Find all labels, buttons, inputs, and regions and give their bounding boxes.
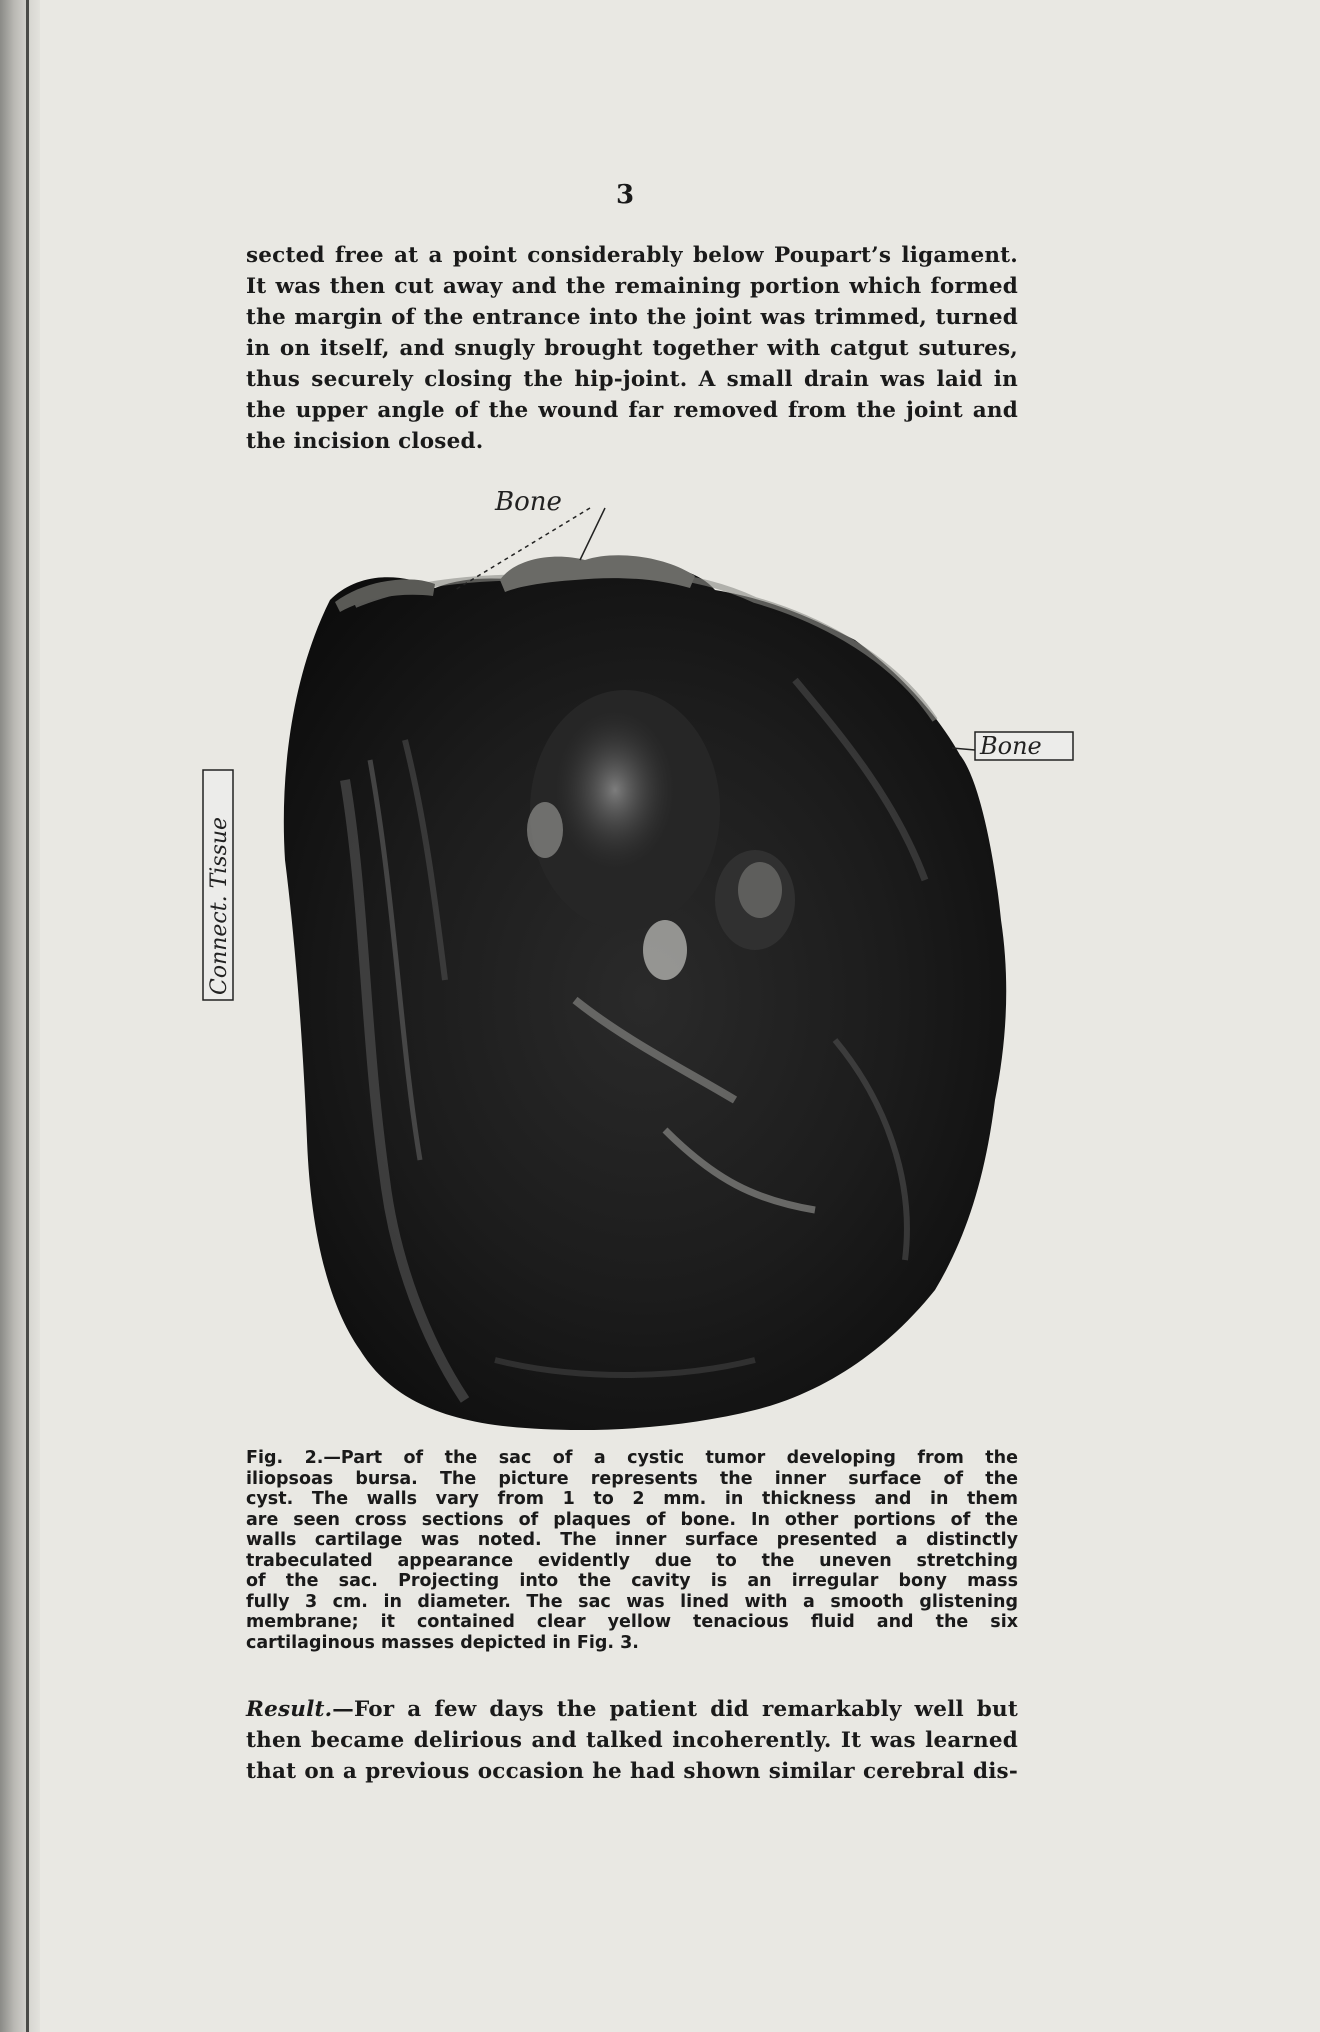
book-binding-edge: [0, 0, 40, 2032]
caption-line: Fig. 2.—Part of the sac of a cystic tumor developing from the: [246, 1448, 1018, 1468]
caption-line: membrane; it contained clear yellow tenacious fluid and the six: [246, 1612, 1018, 1632]
label-bone-top: Bone: [495, 487, 562, 517]
caption-line: cartilaginous masses depicted in Fig. 3.: [246, 1632, 639, 1653]
caption-line: iliopsoas bursa. The picture represents the inner surface of the: [246, 1468, 1018, 1489]
text-line: sected free at a point considerably below Poupart’s ligament.: [246, 243, 1018, 268]
caption-line: walls cartilage was noted. The inner surface presented a distinctly: [246, 1530, 1018, 1550]
caption-line: are seen cross sections of plaques of bone. In other portions of the: [246, 1509, 1018, 1530]
text-line: the margin of the entrance into the joint was trimmed, turned: [246, 305, 1018, 330]
result-heading: Result.: [246, 1697, 333, 1722]
figure-caption: [246, 1448, 1018, 1653]
figure-cyst-specimen: [195, 480, 1075, 1440]
text-line: in on itself, and snugly brought together with catgut sutures,: [246, 336, 1018, 361]
caption-line: cyst. The walls vary from 1 to 2 mm. in thickness and in them: [246, 1489, 1018, 1509]
caption-line: trabeculated appearance evidently due to the uneven stretching: [246, 1550, 1018, 1571]
cyst-specimen-illustration: [195, 480, 1075, 1440]
binding-gutter-line: [26, 0, 29, 2032]
text-line-content: —For a few days the patient did remarkably well but: [332, 1697, 1018, 1722]
text-line: that on a previous occasion he had shown similar cerebral dis-: [246, 1759, 1018, 1784]
label-connective-tissue: Connect. Tissue: [207, 816, 232, 995]
caption-line: fully 3 cm. in diameter. The sac was lined with a smooth glistening: [246, 1591, 1018, 1612]
text-line: then became delirious and talked incoherently. It was learned: [246, 1728, 1018, 1753]
page-number: 3: [615, 180, 635, 210]
caption-line: of the sac. Projecting into the cavity is an irregular bony mass: [246, 1571, 1018, 1591]
text-line: the incision closed.: [246, 429, 484, 454]
body-paragraph-top: [246, 240, 1018, 457]
text-line: thus securely closing the hip-joint. A small drain was laid in: [246, 367, 1018, 392]
body-paragraph-result: [246, 1694, 1018, 1787]
text-line: It was then cut away and the remaining portion which formed: [246, 274, 1018, 299]
leader-line: [580, 508, 605, 560]
text-line: [246, 1694, 1018, 1725]
text-line: the upper angle of the wound far removed from the joint and: [246, 398, 1018, 423]
label-bone-right: Bone: [980, 732, 1042, 760]
